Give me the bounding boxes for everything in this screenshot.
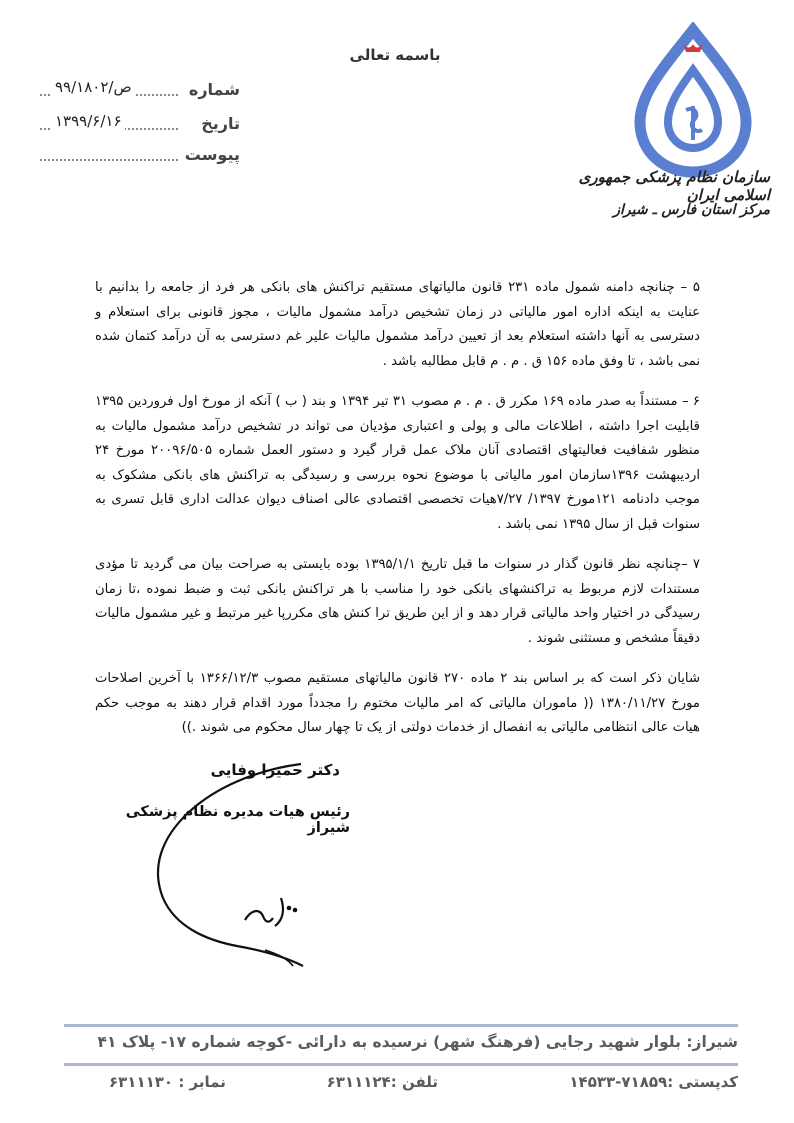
paragraph-7: ۷ –چنانچه نظر قانون گذار در سنوات ما قبل تاریخ ۱۳۹۵/۱/۱ بوده بایستی به صراحت بیان می گردید تا مؤدی مستندات لازم مربوط به تراکنشهای بانکی خود را مناسب با هر تراکنش بانکی ثبت و ضبط نموده ،تا زمان رسیدگی در اختیار واحد مالیاتی قرار دهد و از این طریق ترا کنش های مکررپا غیر مرتبط و غیر مشمول مالیات دقیقاً مشخص و مستثنی شوند . xyxy=(95,557,700,646)
letter-number-row xyxy=(40,80,240,104)
letter-date-value: ۱۳۹۹/۶/۱۶ xyxy=(52,112,125,130)
attachment-label: پیوست xyxy=(184,145,240,164)
footer-address: شیراز: بلوار شهید رجایی (فرهنگ شهر) نرسیده به دارائی -کوچه شماره ۱۷- پلاک ۴۱ xyxy=(97,1033,738,1051)
organization-name: سازمان نظام پزشکی جمهوری اسلامی ایران xyxy=(578,168,770,204)
paragraph-5: ۵ – چنانچه دامنه شمول ماده ۲۳۱ قانون مالیاتهای مستقیم تراکنش های بانکی هر فرد از جامعه را بدانیم با عنایت به اینکه اداره امور مالیاتی در زمان تشخیص درآمد مشمول مالیات ، مجوز قانونی برای استعلام و دسترسی به آنها داشته استعلام بعد از تعیین درآمد مشمول مالیات علیر غم دسترسی به آن درآمد کتمان شده نمی باشد ، تا وفق ماده ۱۵۶ ق . م . م قابل مطالبه باشد . xyxy=(95,280,700,369)
letter-number-label: شماره xyxy=(188,80,240,99)
paragraph-6: ۶ – مستنداً به صدر ماده ۱۶۹ مکرر ق . م . م مصوب ۳۱ تیر ۱۳۹۴ و بند ( ب ) آنکه از مورخ اول فروردین ۱۳۹۵ قابلیت اجرا داشته ، اطلاعات مالی و پولی و اعتباری مؤدیان می تواند در تشخیص درآمد مشمول مالیات به منظور شفافیت فعالیتهای اقتصادی آنان ملاک عمل قرار گیرد و دستور العمل شماره ۲۰۰۹۶/۵۰۵ مورخ ۲۴ اردیبهشت ۱۳۹۶سازمان امور مالیاتی با موضوع نحوه بررسی و رسیدگی به تراکنش های بانکی مشکوک به موجب دادنامه ۱۲۱مورخ ۱۳۹۷/ ۷/۲۷هیات تخصصی اقتصادی عالی اصناف دیوان عدالت اداری قابل تسری به سنوات قبل از سال ۱۳۹۵ نمی باشد . xyxy=(95,394,701,532)
letter-number-value: ص/۹۹/۱۸۰۲ xyxy=(52,78,135,96)
letterhead xyxy=(0,0,794,260)
footer-divider-bottom xyxy=(64,1063,738,1066)
handwritten-signature-icon xyxy=(105,760,335,970)
paragraph-closing: شایان ذکر است که بر اساس بند ۲ ماده ۲۷۰ قانون مالیاتهای مستقیم مصوب ۱۳۶۶/۱۲/۳ با آخرین اصلاحات مورخ ۱۳۸۰/۱۱/۲۷ (( ماموران مالیاتی که امر مالیات مختوم را مجدداً مورد اقدام قرار دهند به موجب حکم هیات عالی انتظامی مالیاتی به انفصال از خدمات دولتی از یک تا چهار سال محکوم می شوند .)) xyxy=(95,671,700,735)
signer-name: دکتر حمیرا وفایی xyxy=(210,761,340,779)
letter-body xyxy=(95,276,700,757)
footer-phone: تلفن :۶۳۱۱۱۲۴ xyxy=(326,1073,438,1091)
footer-contacts xyxy=(64,1073,738,1097)
letter-date-row xyxy=(40,114,240,138)
signer-title: رئیس هیات مدیره نظام پزشکی شیراز xyxy=(125,804,350,836)
dotted-line xyxy=(40,159,178,161)
footer-postal-code: کدپستی :۷۱۸۵۹-۱۴۵۳۳ xyxy=(569,1073,738,1091)
attachment-row xyxy=(40,145,240,169)
organization-branch: مرکز استان فارس ـ شیراز xyxy=(613,202,770,218)
letter-date-label: تاریخ xyxy=(201,114,240,133)
basmala-heading: باسمه تعالی xyxy=(349,46,441,64)
medical-council-logo-icon xyxy=(628,22,758,182)
footer-fax: نمابر : ۶۳۱۱۱۳۰ xyxy=(109,1073,226,1091)
footer-divider-top xyxy=(64,1024,738,1027)
